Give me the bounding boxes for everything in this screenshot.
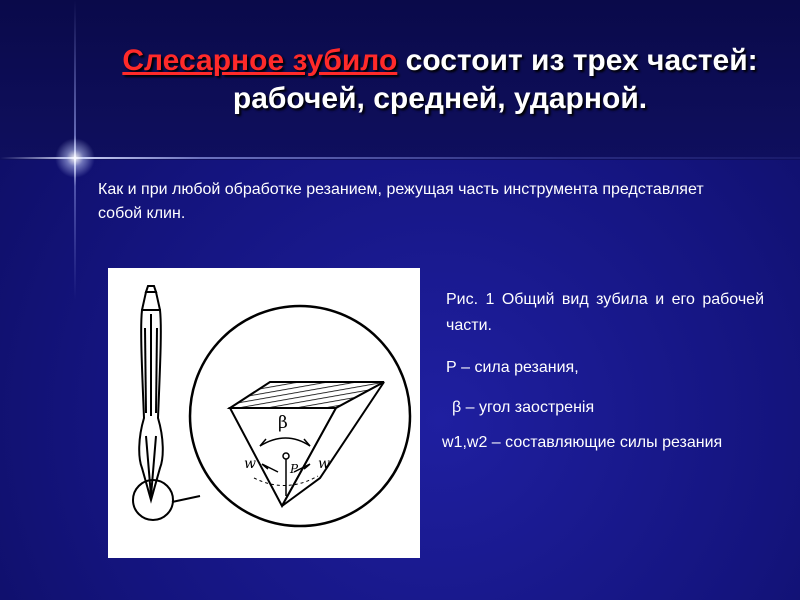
light-flare-horizontal [0, 157, 800, 159]
title-text: состоит из трех частей: рабочей, средней, ударной. [232, 44, 758, 115]
legend-force-p: Р – сила резания, [446, 359, 579, 376]
wedge-detail [230, 382, 384, 506]
beta-label: β [278, 413, 288, 433]
w-left-label: w [244, 456, 256, 472]
title-link[interactable]: Слесарное зубило [122, 44, 398, 77]
intro-text: Как и при любой обработке резанием, режущая часть инструмента представляет собой клин. [98, 181, 704, 222]
slide-title [110, 42, 770, 118]
chisel-figure [108, 268, 420, 558]
detail-marker-circle [133, 480, 173, 520]
light-flare-center [55, 138, 95, 178]
detail-connector-line [172, 496, 200, 502]
chisel-drawing [108, 268, 420, 558]
chisel-body [139, 286, 163, 500]
legend-angle-beta: β – угол заостренія [452, 399, 595, 416]
figure-caption: Рис. 1 Общий вид зубила и его рабочей части. [446, 291, 764, 334]
legend-force-components: w1,w2 – составляющие силы резания [442, 434, 723, 451]
w-right-label: w [318, 456, 330, 472]
p-label: P [290, 462, 299, 476]
